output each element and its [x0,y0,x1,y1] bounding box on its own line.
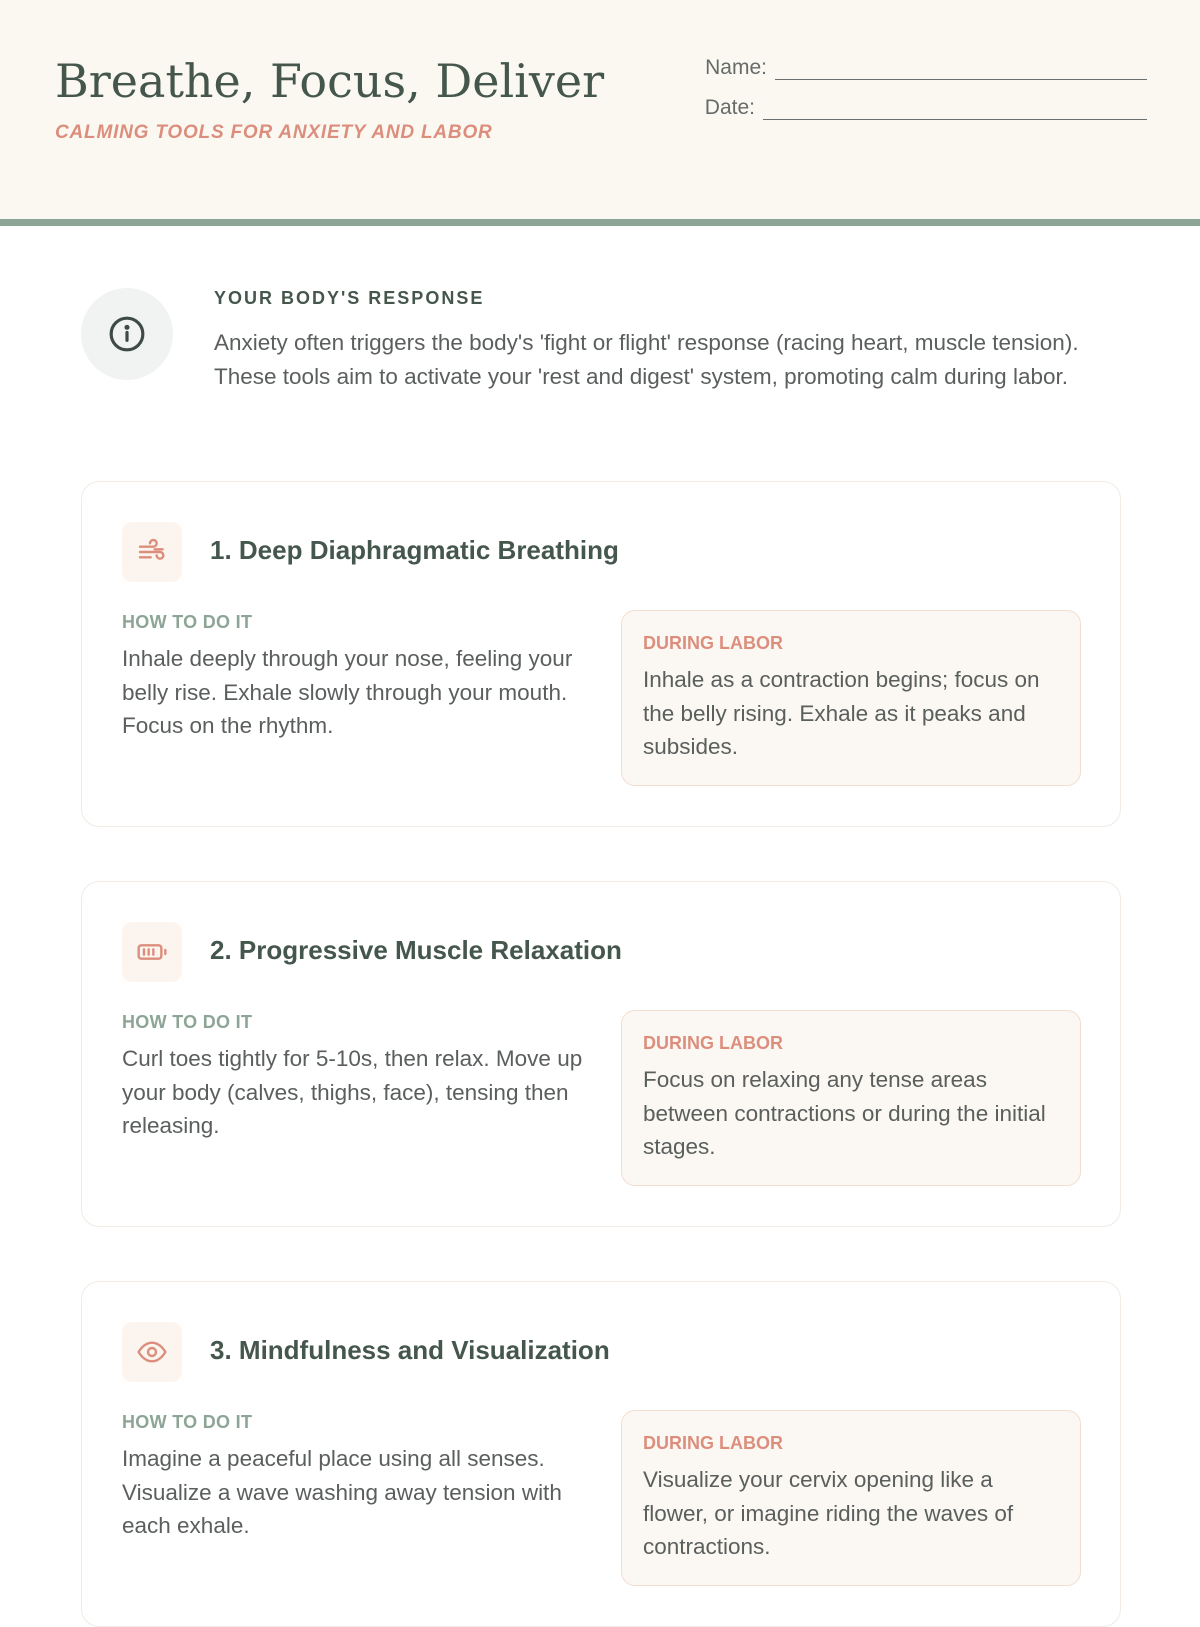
name-field[interactable] [705,56,1147,80]
wind-icon [136,536,168,568]
during-labor-label: DURING LABOR [643,1433,783,1453]
page-title: Breathe, Focus, Deliver [55,54,605,108]
card-icon-badge [122,1322,182,1382]
info-icon [108,315,146,353]
how-to-text: Imagine a peaceful place using all senses. Visualize a wave washing away tension with each exhale. [122,1446,562,1538]
info-label: YOUR BODY'S RESPONSE [214,288,485,308]
header [0,0,1200,226]
how-to-text: Curl toes tightly for 5-10s, then relax. Move up your body (calves, thighs, face), tensing then releasing. [122,1046,583,1138]
how-to-text: Inhale deeply through your nose, feeling your belly rise. Exhale slowly through your mouth. Focus on the rhythm. [122,646,573,738]
how-to-label: HOW TO DO IT [122,1012,253,1032]
how-to-label: HOW TO DO IT [122,1412,253,1432]
during-labor-box [621,1010,1081,1186]
technique-title: 2. Progressive Muscle Relaxation [210,935,622,965]
date-input-line[interactable] [763,98,1147,120]
during-labor-label: DURING LABOR [643,633,783,653]
battery-icon [136,936,168,968]
how-to-label: HOW TO DO IT [122,612,253,632]
date-label: Date: [704,96,755,119]
card-icon-badge [122,922,182,982]
during-labor-text: Focus on relaxing any tense areas between contractions or during the initial stages. [643,1067,1046,1159]
technique-card [81,481,1121,827]
name-label: Name: [705,56,767,79]
during-labor-box [621,610,1081,786]
card-icon-badge [122,522,182,582]
date-field[interactable] [705,96,1147,120]
technique-title: 3. Mindfulness and Visualization [210,1335,610,1365]
eye-icon [136,1336,168,1368]
technique-card [81,881,1121,1227]
during-labor-text: Visualize your cervix opening like a flower, or imagine riding the waves of contractions. [643,1467,1014,1559]
during-labor-text: Inhale as a contraction begins; focus on the belly rising. Exhale as it peaks and subsides. [643,667,1040,759]
during-labor-box [621,1410,1081,1586]
technique-title: 1. Deep Diaphragmatic Breathing [210,535,619,565]
info-text: Anxiety often triggers the body's 'fight or flight' response (racing heart, muscle tension). These tools aim to activate your 'rest and digest' system, promoting calm during labor. [214,330,1079,389]
during-labor-label: DURING LABOR [643,1033,783,1053]
name-input-line[interactable] [775,58,1147,80]
technique-card [81,1281,1121,1627]
page-subtitle: CALMING TOOLS FOR ANXIETY AND LABOR [55,122,493,143]
info-icon-badge [81,288,173,380]
